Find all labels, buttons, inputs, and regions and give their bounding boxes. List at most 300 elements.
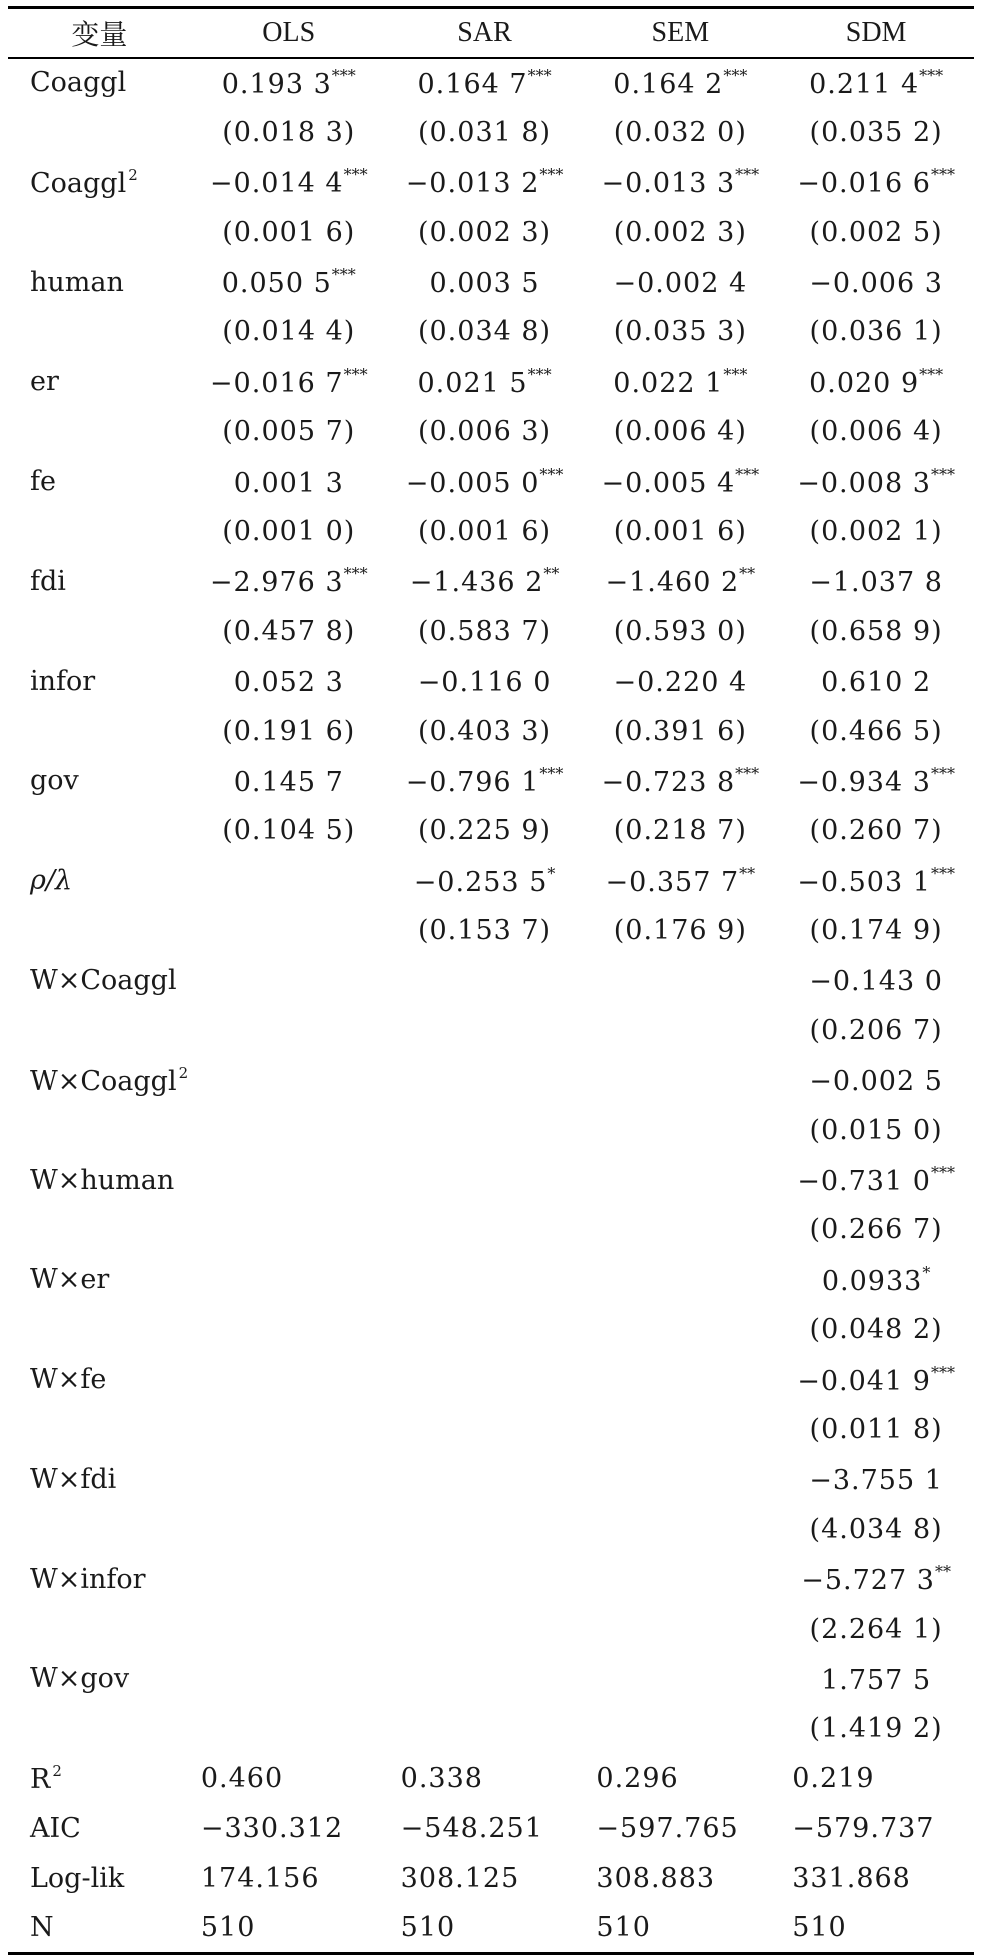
stderr-cell: (0.403 3) (417, 715, 552, 747)
coef-cell (582, 1155, 778, 1205)
stderr-cell (191, 1604, 387, 1654)
coef-cell (387, 1554, 583, 1604)
coef-value: −0.503 1 (797, 866, 931, 898)
stderr-row (8, 1305, 974, 1355)
variable-name (8, 457, 191, 507)
coef-cell (387, 58, 583, 108)
variable-name (8, 1454, 191, 1504)
stderr-cell: (0.391 6) (613, 715, 747, 747)
stat-value: 0.296 (596, 1763, 679, 1795)
variable-label: W×human (30, 1164, 175, 1196)
coef-cell (387, 756, 583, 806)
stderr-cell (387, 1504, 583, 1554)
coef-cell (778, 1654, 974, 1704)
stderr-cell: (0.002 3) (613, 216, 747, 248)
coef-cell (582, 1255, 778, 1305)
stderr-cell: (0.015 0) (809, 1114, 943, 1146)
variable-label: er (30, 366, 59, 398)
stat-value: 174.156 (200, 1863, 320, 1894)
stat-value: −548.251 (400, 1813, 543, 1845)
coef-cell (778, 1255, 974, 1305)
coef-cell (582, 856, 778, 906)
variable-name (8, 1355, 191, 1405)
significance-stars: *** (930, 1163, 955, 1183)
variable-name (8, 556, 191, 606)
stderr-cell: (0.018 3) (222, 116, 356, 148)
significance-stars: *** (930, 863, 955, 883)
stderr-cell (191, 1504, 387, 1554)
coef-value: 0.020 9 (809, 367, 920, 399)
stat-value: −597.765 (596, 1813, 739, 1845)
coef-cell (778, 457, 974, 507)
coef-cell (778, 157, 974, 207)
coef-value: −1.037 8 (809, 567, 943, 599)
stderr-cell: (1.419 2) (809, 1713, 943, 1745)
coef-row (8, 1355, 974, 1405)
coef-cell (191, 756, 387, 806)
variable-label: gov (30, 765, 79, 797)
stderr-row (8, 1005, 974, 1055)
stderr-cell: (0.035 3) (613, 316, 747, 348)
stat-name (8, 1804, 191, 1854)
coef-value: 0.193 3 (221, 68, 332, 100)
header-row (8, 8, 974, 58)
stderr-cell (582, 1005, 778, 1055)
stderr-cell: (2.264 1) (809, 1613, 943, 1645)
coef-cell (778, 1355, 974, 1405)
coef-cell (387, 1055, 583, 1105)
coef-value: −0.796 1 (405, 766, 540, 798)
stderr-cell: (0.035 2) (809, 116, 943, 148)
stat-value: 308.883 (596, 1863, 716, 1894)
coef-cell (387, 656, 583, 706)
coef-value: −3.755 1 (809, 1465, 943, 1497)
variable-label: Coaggl (30, 167, 127, 199)
coef-row (8, 1454, 974, 1504)
coef-value: −0.731 0 (797, 1166, 931, 1198)
coef-cell (387, 357, 583, 407)
stderr-cell: (0.001 6) (222, 216, 356, 248)
variable-name (8, 656, 191, 706)
significance-stars: *** (331, 65, 356, 85)
coef-cell (582, 756, 778, 806)
table-header (8, 8, 974, 58)
coef-value: 0.0933 (821, 1265, 923, 1297)
stderr-cell: (0.034 8) (417, 316, 552, 348)
stderr-cell: (0.001 6) (417, 515, 552, 547)
variable-label: Coaggl (30, 67, 127, 99)
coef-row (8, 756, 974, 806)
coef-cell (387, 1255, 583, 1305)
variable-name-empty (8, 706, 191, 756)
coef-value: −0.005 4 (601, 467, 736, 499)
coef-cell (778, 1155, 974, 1205)
coef-cell (778, 1454, 974, 1504)
coef-cell (778, 856, 974, 906)
variable-label: W×Coaggl (30, 964, 177, 996)
stderr-cell (582, 1704, 778, 1754)
stderr-cell (582, 1405, 778, 1455)
coef-value: −0.253 5 (413, 866, 548, 898)
significance-stars: ** (543, 564, 560, 584)
coef-value: −0.002 4 (613, 268, 748, 299)
stderr-cell: (0.153 7) (417, 915, 552, 947)
stderr-cell: (0.006 4) (613, 416, 747, 448)
stat-superscript: 2 (52, 1762, 62, 1781)
variable-label: human (30, 266, 124, 298)
coef-cell (387, 1355, 583, 1405)
stat-value: 308.125 (400, 1863, 520, 1894)
stderr-cell: (0.174 9) (809, 915, 943, 947)
coef-row (8, 1554, 974, 1604)
stderr-cell: (0.206 7) (809, 1014, 943, 1046)
coef-value: −0.723 8 (601, 766, 736, 798)
coef-cell (191, 856, 387, 906)
variable-name (8, 357, 191, 407)
stderr-cell: (0.001 6) (613, 515, 747, 547)
stderr-cell: (0.014 4) (222, 316, 356, 348)
significance-stars: *** (343, 364, 368, 384)
stat-label: Log-lik (30, 1863, 125, 1894)
coef-cell (387, 1454, 583, 1504)
coef-cell (191, 656, 387, 706)
stderr-cell: (0.457 8) (222, 615, 356, 647)
coef-value: 0.164 7 (417, 68, 528, 100)
stat-value: 331.868 (792, 1863, 911, 1894)
stat-row (8, 1754, 974, 1804)
significance-stars: *** (539, 763, 564, 783)
variable-name-empty (8, 1305, 191, 1355)
header-ols: OLS (191, 8, 387, 58)
coef-value: −0.143 0 (809, 966, 943, 998)
regression-table (8, 6, 974, 1955)
coef-value: 0.052 3 (233, 667, 344, 699)
coef-row (8, 1155, 974, 1205)
coef-value: −0.013 3 (601, 168, 736, 200)
header-variable: 变量 (8, 8, 191, 58)
stderr-row (8, 1504, 974, 1554)
coef-cell (582, 457, 778, 507)
stderr-cell: (0.001 0) (222, 515, 356, 547)
stderr-row (8, 207, 974, 257)
coef-cell (191, 1155, 387, 1205)
coef-value: −2.976 3 (209, 567, 344, 599)
variable-name (8, 58, 191, 108)
significance-stars: *** (930, 1362, 955, 1382)
variable-label: infor (30, 665, 96, 697)
stderr-cell (387, 1704, 583, 1754)
stderr-row (8, 906, 974, 956)
stderr-cell: (0.006 3) (417, 416, 552, 448)
variable-label: W×er (30, 1264, 110, 1296)
stderr-cell: (0.176 9) (613, 915, 747, 947)
stderr-cell (582, 1105, 778, 1155)
stat-value: 510 (582, 1903, 778, 1953)
coef-row (8, 1255, 974, 1305)
coef-value: −0.016 6 (797, 168, 931, 200)
stat-name (8, 1903, 191, 1953)
stderr-cell: (0.266 7) (809, 1214, 943, 1246)
stderr-cell: (0.191 6) (222, 715, 356, 747)
stat-row (8, 1804, 974, 1854)
variable-name (8, 756, 191, 806)
coef-row (8, 357, 974, 407)
stat-value: 0.338 (400, 1763, 483, 1795)
header-sdm: SDM (778, 8, 974, 58)
coef-value: −0.005 0 (405, 467, 540, 499)
coef-cell (582, 1454, 778, 1504)
stat-row (8, 1903, 974, 1953)
stderr-cell (191, 1105, 387, 1155)
coef-cell (778, 656, 974, 706)
coef-row (8, 956, 974, 1006)
coef-cell (191, 1255, 387, 1305)
variable-name (8, 1654, 191, 1704)
coef-cell (191, 556, 387, 606)
coef-value: −0.934 3 (797, 766, 931, 798)
stderr-cell (387, 1105, 583, 1155)
coef-value: −0.116 0 (417, 667, 552, 699)
stderr-row (8, 1604, 974, 1654)
stat-label: AIC (30, 1813, 81, 1845)
significance-stars: *** (539, 464, 564, 484)
variable-label: fe (30, 466, 56, 498)
stat-value: 0.219 (792, 1763, 875, 1795)
stderr-cell (191, 1005, 387, 1055)
significance-stars: ** (739, 564, 756, 584)
stderr-row (8, 1704, 974, 1754)
variable-superscript: 2 (178, 1063, 189, 1082)
stat-value: 510 (191, 1903, 387, 1953)
stderr-cell (387, 1005, 583, 1055)
coef-value: 0.003 5 (429, 268, 540, 299)
stat-value: −330.312 (200, 1813, 344, 1845)
stderr-cell: (0.658 9) (809, 615, 943, 647)
coef-cell (191, 357, 387, 407)
stderr-cell: (0.002 3) (417, 216, 552, 248)
stderr-cell: (0.002 5) (809, 216, 943, 248)
stderr-cell: (0.225 9) (417, 815, 552, 847)
stderr-row (8, 1405, 974, 1455)
variable-name-empty (8, 606, 191, 656)
significance-stars: *** (527, 65, 552, 85)
variable-name-empty (8, 107, 191, 157)
stderr-cell (191, 1305, 387, 1355)
variable-name (8, 257, 191, 307)
variable-name (8, 1554, 191, 1604)
variable-label: W×infor (30, 1563, 146, 1595)
stderr-cell: (0.031 8) (417, 116, 552, 148)
variable-name-empty (8, 906, 191, 956)
significance-stars: *** (527, 364, 552, 384)
variable-name (8, 157, 191, 207)
variable-label: W×fe (30, 1364, 107, 1396)
coef-value: 0.021 5 (417, 367, 528, 399)
variable-name (8, 956, 191, 1006)
coef-cell (778, 1055, 974, 1105)
coef-cell (582, 1055, 778, 1105)
variable-label: W×fdi (30, 1463, 117, 1495)
stderr-cell: (0.466 5) (809, 715, 943, 747)
significance-stars: *** (331, 265, 356, 284)
coef-value: −1.460 2 (605, 567, 740, 599)
stderr-cell (191, 906, 387, 956)
stderr-cell (191, 1405, 387, 1455)
significance-stars: *** (343, 564, 368, 584)
stderr-cell (387, 1405, 583, 1455)
significance-stars: *** (930, 763, 955, 783)
variable-name (8, 856, 191, 906)
variable-superscript: 2 (128, 165, 138, 184)
variable-name-empty (8, 1405, 191, 1455)
coef-cell (582, 1654, 778, 1704)
coef-cell (191, 1554, 387, 1604)
variable-name-empty (8, 1205, 191, 1255)
variable-name-empty (8, 1105, 191, 1155)
coef-cell (778, 556, 974, 606)
coef-row (8, 457, 974, 507)
stderr-cell: (0.048 2) (809, 1314, 943, 1346)
coef-value: −0.357 7 (605, 866, 740, 898)
stat-value: 0.460 (200, 1763, 284, 1795)
coef-value: −1.436 2 (409, 567, 544, 599)
stderr-cell: (0.218 7) (613, 815, 747, 847)
variable-label: ρ/λ (30, 865, 73, 897)
coef-cell (191, 58, 387, 108)
coef-value: 0.145 7 (233, 766, 344, 798)
coef-cell (778, 257, 974, 307)
stderr-cell (191, 1205, 387, 1255)
significance-stars: ** (739, 863, 756, 883)
coef-cell (387, 1654, 583, 1704)
stderr-cell: (0.593 0) (613, 615, 747, 647)
coef-row (8, 656, 974, 706)
stat-value: −579.737 (792, 1813, 935, 1845)
header-sar: SAR (387, 8, 583, 58)
variable-name-empty (8, 806, 191, 856)
coef-cell (582, 157, 778, 207)
coef-cell (582, 357, 778, 407)
stderr-row (8, 706, 974, 756)
coef-cell (582, 1355, 778, 1405)
coef-cell (582, 257, 778, 307)
coef-cell (387, 457, 583, 507)
variable-label: fdi (30, 565, 66, 597)
coef-value: 1.757 5 (821, 1664, 932, 1696)
significance-stars: ** (934, 1562, 951, 1582)
stderr-cell: (0.104 5) (222, 815, 356, 847)
variable-name (8, 1055, 191, 1105)
stderr-row (8, 407, 974, 457)
stderr-cell: (0.005 7) (222, 416, 356, 448)
stderr-cell (582, 1604, 778, 1654)
coef-value: 0.610 2 (821, 667, 932, 699)
stderr-cell: (0.583 7) (417, 615, 552, 647)
coef-value: −0.016 7 (209, 367, 344, 399)
coef-cell (387, 1155, 583, 1205)
coef-cell (582, 956, 778, 1006)
coef-cell (582, 556, 778, 606)
stderr-cell: (0.260 7) (809, 815, 943, 847)
coef-row (8, 257, 974, 307)
significance-stars: * (547, 863, 556, 883)
stderr-cell: (0.006 4) (809, 416, 943, 448)
stat-label: N (30, 1912, 54, 1944)
coef-value: 0.211 4 (809, 68, 920, 100)
stderr-cell: (4.034 8) (809, 1513, 943, 1545)
variable-name-empty (8, 1504, 191, 1554)
significance-stars: * (922, 1262, 931, 1282)
stderr-row (8, 1105, 974, 1155)
stderr-cell: (0.036 1) (809, 316, 943, 348)
coef-row (8, 1654, 974, 1704)
coef-cell (191, 1454, 387, 1504)
significance-stars: *** (539, 165, 564, 185)
coef-value: −0.008 3 (797, 467, 931, 499)
significance-stars: *** (930, 464, 955, 484)
stderr-cell (582, 1504, 778, 1554)
coef-row (8, 1055, 974, 1105)
stderr-cell (387, 1604, 583, 1654)
coef-value: 0.001 3 (233, 467, 344, 499)
stderr-cell: (0.032 0) (613, 116, 747, 148)
coef-cell (191, 157, 387, 207)
variable-name-empty (8, 1704, 191, 1754)
stderr-cell: (0.002 1) (809, 515, 943, 547)
coef-cell (778, 756, 974, 806)
coef-value: −0.002 5 (809, 1066, 943, 1098)
stat-name (8, 1754, 191, 1804)
stderr-cell (582, 1305, 778, 1355)
stat-label: R (30, 1764, 51, 1796)
variable-name (8, 1155, 191, 1205)
stat-value: 510 (387, 1903, 583, 1953)
coef-value: 0.164 2 (613, 68, 724, 100)
coef-cell (191, 257, 387, 307)
stat-row (8, 1854, 974, 1904)
header-sem: SEM (582, 8, 778, 58)
significance-stars: *** (723, 364, 748, 384)
significance-stars: *** (735, 165, 760, 185)
significance-stars: *** (735, 464, 760, 484)
stderr-cell (387, 1205, 583, 1255)
significance-stars: *** (343, 165, 368, 185)
coef-row (8, 856, 974, 906)
table-body (8, 58, 974, 1954)
coef-cell (778, 357, 974, 407)
coef-value: −5.727 3 (801, 1565, 935, 1597)
variable-name-empty (8, 507, 191, 557)
coef-cell (778, 956, 974, 1006)
coef-row (8, 157, 974, 207)
stderr-row (8, 606, 974, 656)
coef-value: −0.013 2 (405, 168, 540, 200)
stderr-cell: (0.011 8) (809, 1413, 943, 1445)
stderr-row (8, 107, 974, 157)
variable-name-empty (8, 307, 191, 357)
stderr-row (8, 307, 974, 357)
coef-value: −0.220 4 (613, 667, 748, 699)
coef-value: −0.014 4 (209, 168, 344, 200)
significance-stars: *** (919, 364, 944, 384)
coef-cell (387, 856, 583, 906)
significance-stars: *** (919, 65, 944, 85)
significance-stars: *** (930, 165, 955, 185)
variable-name-empty (8, 207, 191, 257)
significance-stars: *** (723, 65, 748, 85)
coef-value: −0.041 9 (797, 1365, 931, 1397)
coef-cell (582, 58, 778, 108)
